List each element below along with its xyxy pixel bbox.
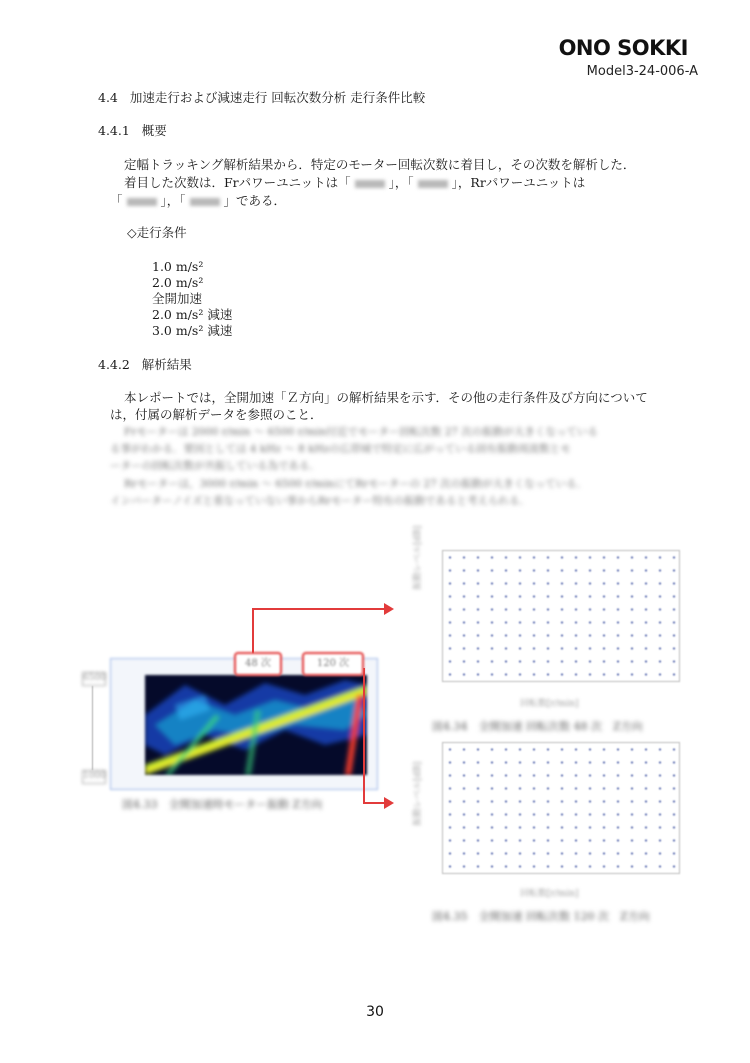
top-order-plot xyxy=(442,550,680,682)
overview-p2-start: 着目した次数は．Frパワーユニットは「 xyxy=(124,175,351,190)
left-marker-line xyxy=(92,686,93,770)
top-plot-ylabel: 振動レベル[dB] xyxy=(413,525,423,590)
condition-item: 2.0 m/s² 減速 xyxy=(152,307,233,322)
overview-p3-end: 」である． xyxy=(223,193,287,208)
spectrogram-caption: 図4.33 全開加速時モーター振動 Z方向 xyxy=(122,798,323,811)
overview-p3-sep: 」，「 xyxy=(160,193,186,208)
left-marker-bottom: 1000 xyxy=(82,770,106,784)
overview-p2-sep: 」，「 xyxy=(388,175,414,190)
condition-item: 2.0 m/s² xyxy=(152,275,204,290)
arrow-line-bottom-horizontal xyxy=(363,802,385,804)
bottom-order-plot xyxy=(442,742,680,874)
results-paragraph-2: は，付属の解析データを参照のこと． xyxy=(110,407,323,422)
left-marker-top: 6500 xyxy=(82,672,106,686)
spectrogram-figure xyxy=(110,658,378,790)
subsection-2-number: 4.4.2 xyxy=(98,357,130,372)
results-blurred-line: Frモーターは 2000 r/min ～ 6500 r/min付近でモーター回転次数 27 次の振動が大きくなっている xyxy=(124,426,598,438)
subsection-1-number: 4.4.1 xyxy=(98,123,130,138)
bottom-plot-caption: 図4.35 全開加速 回転次数 120 次 Z方向 xyxy=(432,910,650,923)
overview-paragraph-3 xyxy=(110,192,286,209)
redacted-order xyxy=(355,180,385,188)
bottom-plot-ylabel: 振動レベル[dB] xyxy=(413,761,423,826)
results-blurred-line: ーターの回転次数が共振している為である． xyxy=(110,460,320,472)
top-plot-xlabel: 回転数[r/min] xyxy=(520,699,579,709)
order-callout-48: 48 次 xyxy=(234,652,282,676)
condition-item: 3.0 m/s² 減速 xyxy=(152,323,233,338)
overview-paragraph-1: 定幅トラッキング解析結果から．特定のモーター回転次数に着目し，その次数を解析した． xyxy=(124,157,636,172)
arrow-line-bottom-vertical xyxy=(363,668,365,802)
results-blurred-line: Rrモーターは，3000 r/min ～ 6500 r/minにてRrモーターの 27 次の振動が大きくなっている． xyxy=(124,478,588,490)
subsection-2-heading xyxy=(98,356,192,373)
section-heading xyxy=(98,89,425,106)
bottom-plot-xlabel: 回転数[r/min] xyxy=(520,889,579,899)
order-callout-120: 120 次 xyxy=(302,652,364,676)
overview-p3-start: 「 xyxy=(110,193,123,208)
results-paragraph-1: 本レポートでは，全開加速「Ｚ方向」の解析結果を示す．その他の走行条件及び方向について xyxy=(124,390,648,405)
spectrogram-plot xyxy=(145,675,367,775)
redacted-order xyxy=(127,198,157,206)
overview-p2-end: 」，Rrパワーユニットは xyxy=(451,175,586,190)
condition-item: 1.0 m/s² xyxy=(152,259,204,274)
model-number: Model3-24-006-A xyxy=(586,64,698,79)
subsection-1-heading xyxy=(98,122,167,139)
subsection-2-title: 解析結果 xyxy=(141,357,192,372)
condition-item: 全開加速 xyxy=(152,291,203,306)
results-blurred-line: る事がわかる．要因としては 4 kHz ～ 8 kHzの広帯域で特定に広がっている固有振動周波数とモ xyxy=(110,443,571,455)
arrow-head-bottom xyxy=(384,797,394,809)
overview-paragraph-2 xyxy=(124,174,585,191)
arrow-head-top xyxy=(384,603,394,615)
subsection-1-title: 概要 xyxy=(141,123,167,138)
section-title: 加速走行および減速走行 回転次数分析 走行条件比較 xyxy=(129,90,426,105)
arrow-line-top-vertical xyxy=(252,608,254,656)
company-logo: ONO SOKKI xyxy=(558,36,688,60)
arrow-line-top-horizontal xyxy=(252,608,386,610)
redacted-order xyxy=(418,180,448,188)
conditions-heading: ◇走行条件 xyxy=(127,225,187,240)
results-blurred-line: インバーターノイズと重なっていない事からRrモーター特有の振動であると考えられる． xyxy=(110,495,531,507)
section-number: 4.4 xyxy=(98,90,118,105)
top-plot-caption: 図4.34 全開加速 回転次数 48 次 Z方向 xyxy=(432,720,643,733)
redacted-order xyxy=(190,198,220,206)
page-number: 30 xyxy=(366,1004,384,1020)
